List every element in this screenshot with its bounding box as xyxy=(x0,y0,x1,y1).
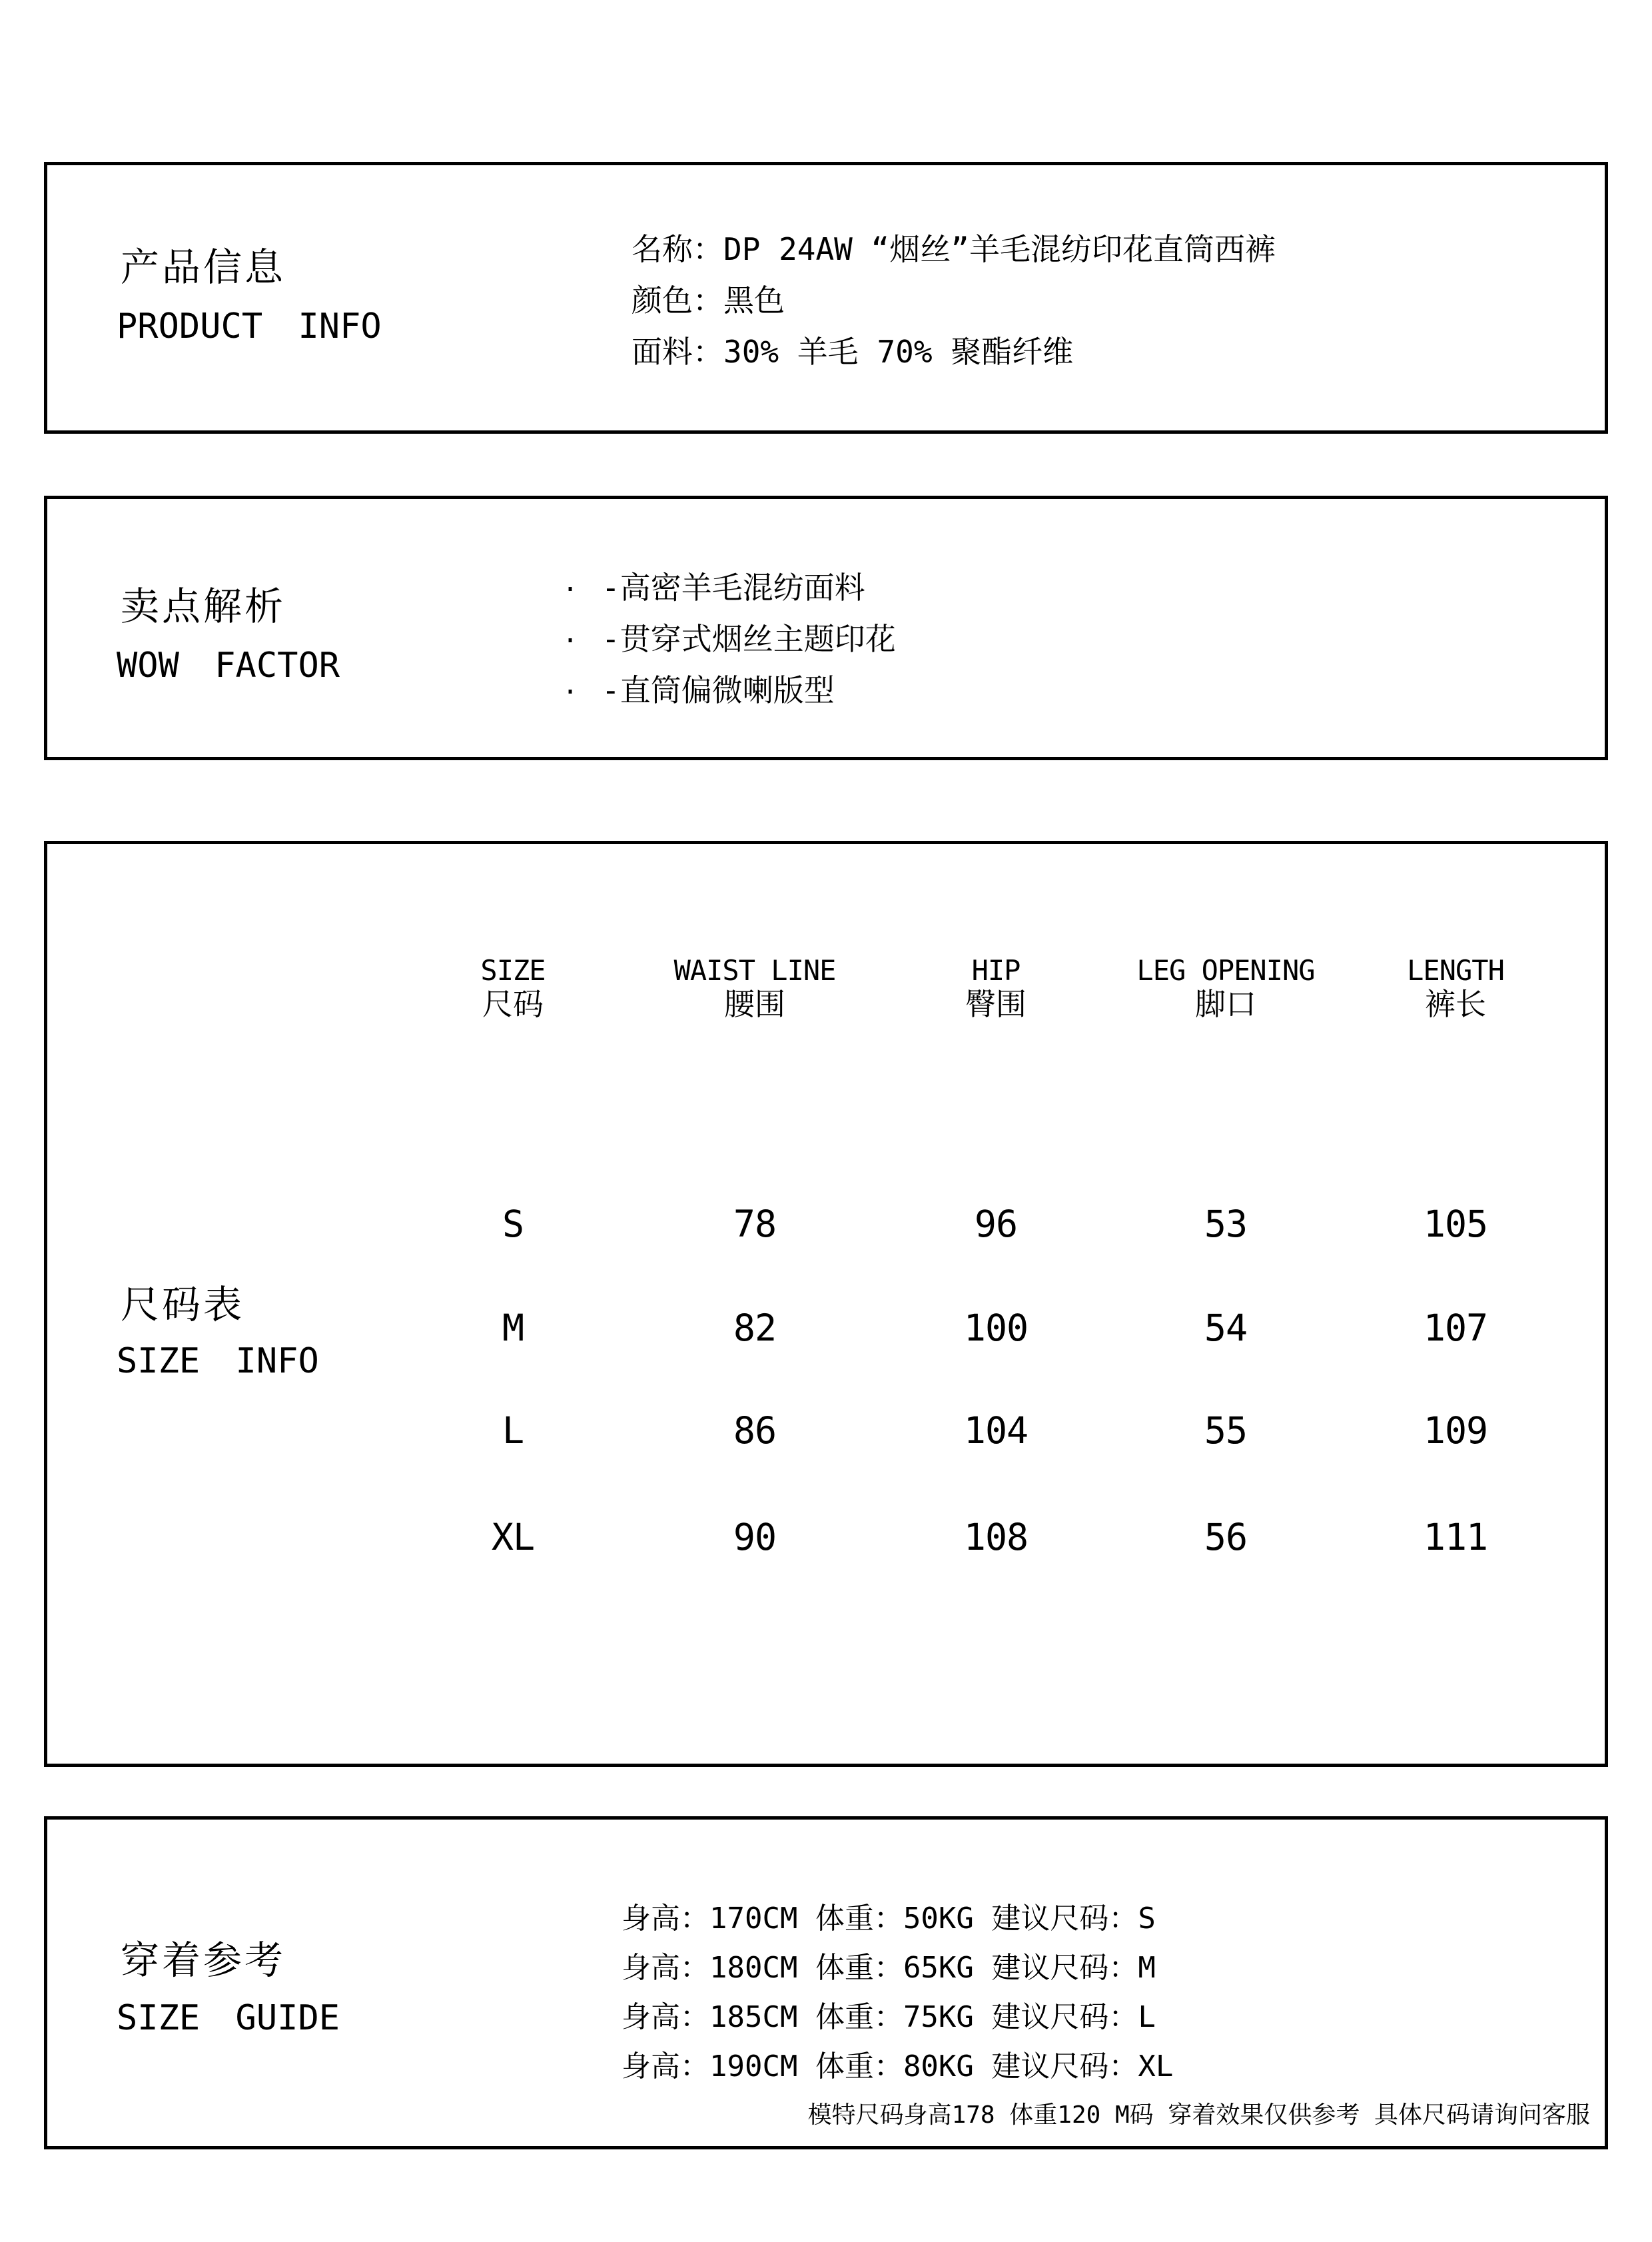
bullet-text: -直筒偏微喇版型 xyxy=(602,672,835,708)
column-header-size xyxy=(480,955,545,1021)
product-info-title-cn: 产品信息 xyxy=(121,245,286,290)
bullet-dot-icon: · xyxy=(562,677,579,708)
product-info-lines xyxy=(631,224,1276,378)
column-header-length xyxy=(1407,955,1504,1021)
guide-line-m: 身高：180CM 体重：65KG 建议尺码：M xyxy=(621,1951,1156,1985)
model-reference-note: 模特尺码身高178 体重120 M码 穿着效果仅供参考 具体尺码请询问客服 xyxy=(807,2101,1590,2129)
cell-length: 109 xyxy=(1423,1409,1488,1452)
size-info-section xyxy=(44,841,1608,1767)
cell-hip: 108 xyxy=(963,1516,1029,1558)
size-info-title-cn: 尺码表 xyxy=(121,1282,245,1327)
bullet-line xyxy=(562,666,896,717)
cell-size: M xyxy=(502,1307,524,1349)
product-info-title-en: PRODUCT INFO xyxy=(117,306,382,346)
cell-leg-opening: 53 xyxy=(1204,1203,1248,1245)
bullet-dot-icon: · xyxy=(562,574,579,605)
guide-line-s: 身高：170CM 体重：50KG 建议尺码：S xyxy=(621,1902,1156,1936)
product-fabric-line: 面料：30% 羊毛 70% 聚酯纤维 xyxy=(631,334,1074,370)
guide-line-l: 身高：185CM 体重：75KG 建议尺码：L xyxy=(621,2000,1156,2034)
column-header-en: WAIST LINE xyxy=(673,954,836,987)
column-header-waist xyxy=(674,955,836,1021)
product-info-section xyxy=(44,162,1608,434)
size-guide-section xyxy=(44,1816,1608,2149)
wow-factor-bullets xyxy=(562,563,896,717)
cell-length: 107 xyxy=(1423,1307,1488,1349)
cell-waist: 90 xyxy=(733,1516,777,1558)
column-header-en: SIZE xyxy=(480,954,546,987)
cell-size: XL xyxy=(491,1516,535,1558)
size-info-title-en: SIZE INFO xyxy=(117,1341,319,1381)
cell-hip: 104 xyxy=(963,1409,1029,1452)
cell-waist: 82 xyxy=(733,1307,777,1349)
cell-size: S xyxy=(502,1203,524,1245)
wow-factor-section xyxy=(44,496,1608,760)
product-color-line: 颜色：黑色 xyxy=(631,282,785,318)
cell-length: 111 xyxy=(1423,1516,1488,1558)
cell-waist: 78 xyxy=(733,1203,777,1245)
size-guide-title-cn: 穿着参考 xyxy=(121,1938,286,1983)
cell-waist: 86 xyxy=(733,1409,777,1452)
column-header-en: HIP xyxy=(971,954,1021,987)
column-header-cn: 臀围 xyxy=(965,986,1027,1022)
bullet-dot-icon: · xyxy=(562,626,579,656)
size-guide-lines xyxy=(621,1894,1173,2091)
cell-length: 105 xyxy=(1423,1203,1488,1245)
size-guide-title-en: SIZE GUIDE xyxy=(117,1998,340,2038)
column-header-cn: 裤长 xyxy=(1425,986,1486,1022)
column-header-en: LENGTH xyxy=(1407,954,1504,987)
bullet-text: -高密羊毛混纺面料 xyxy=(602,570,865,606)
bullet-line xyxy=(562,563,896,614)
wow-factor-title-cn: 卖点解析 xyxy=(121,584,286,629)
bullet-line xyxy=(562,614,896,666)
cell-hip: 96 xyxy=(974,1203,1018,1245)
product-name-line: 名称：DP 24AW “烟丝”羊毛混纺印花直筒西裤 xyxy=(631,231,1276,267)
column-header-cn: 脚口 xyxy=(1195,986,1256,1022)
column-header-hip xyxy=(965,955,1027,1021)
column-header-cn: 腰围 xyxy=(724,986,785,1022)
cell-leg-opening: 55 xyxy=(1204,1409,1248,1452)
cell-leg-opening: 56 xyxy=(1204,1516,1248,1558)
cell-size: L xyxy=(502,1409,524,1452)
guide-line-xl: 身高：190CM 体重：80KG 建议尺码：XL xyxy=(621,2049,1174,2083)
bullet-text: -贯穿式烟丝主题印花 xyxy=(602,621,896,657)
cell-leg-opening: 54 xyxy=(1204,1307,1248,1349)
cell-hip: 100 xyxy=(963,1307,1029,1349)
column-header-en: LEG OPENING xyxy=(1136,954,1315,987)
column-header-leg-opening xyxy=(1136,955,1314,1021)
wow-factor-title-en: WOW FACTOR xyxy=(117,646,340,686)
column-header-cn: 尺码 xyxy=(482,986,544,1022)
